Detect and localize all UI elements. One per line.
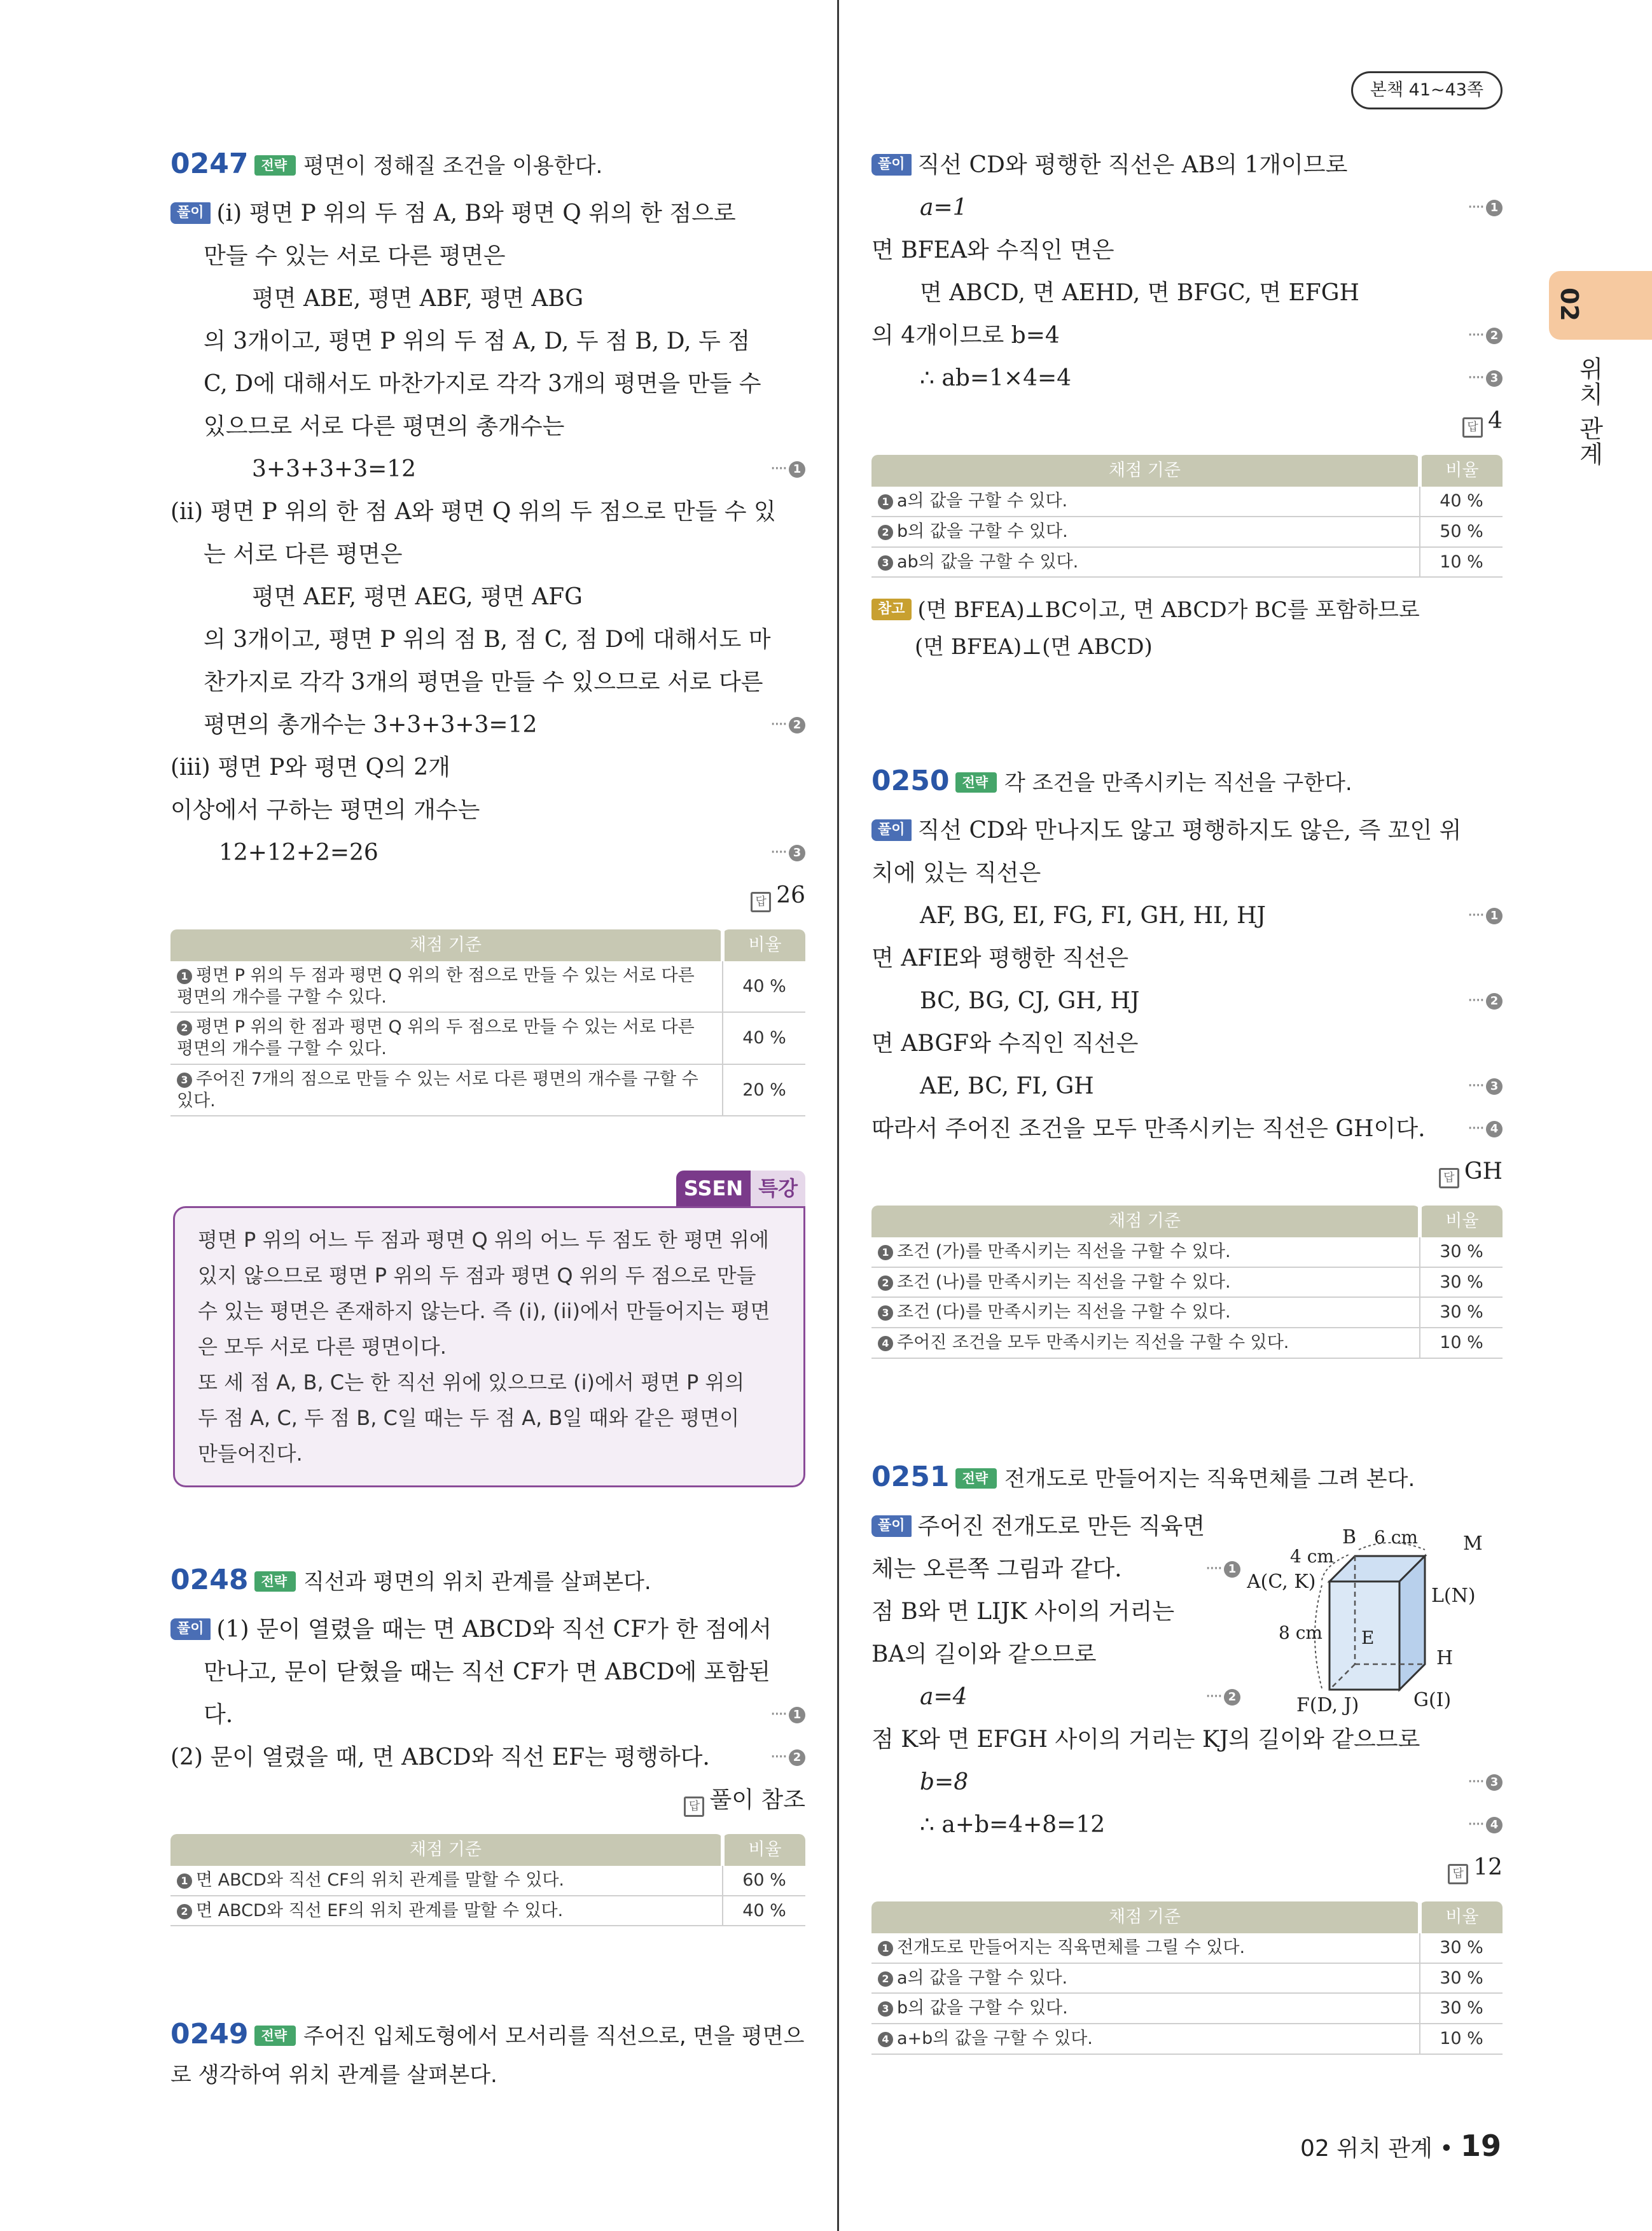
label-FDJ: F(D, J) [1296, 1693, 1359, 1716]
problem-header: 0249 전략 주어진 입체도형에서 모서리를 직선으로, 면을 평면으 [170, 2018, 805, 2050]
table-row: 2 a의 값을 구할 수 있다. 30 % [871, 1963, 1503, 1994]
problem-0247 [170, 144, 805, 1116]
problem-header: 0247 전략 평면이 정해질 조건을 이용한다. [170, 148, 603, 180]
table-row: 1 면 ABCD와 직선 CF의 위치 관계를 말할 수 있다. 60 % [170, 1866, 805, 1896]
grading-table: 채점 기준 비율 1 면 ABCD와 직선 CF의 위치 관계를 말할 수 있다. 60 % 2 면 ABCD와 직선 EF의 위치 관계를 말할 수 있다. 40 % [170, 1834, 805, 1927]
solution-line: 치에 있는 직선은 [871, 859, 1041, 886]
answer: 답 GH [871, 1150, 1503, 1193]
ratio-header: 비율 [723, 929, 805, 961]
solution-line: 점 K와 면 EFGH 사이의 거리는 KJ의 길이와 같으므로 [871, 1726, 1420, 1753]
page-reference-tag: 본책 41~43쪽 [1351, 71, 1503, 109]
page-number: 19 [1460, 2129, 1501, 2163]
strategy-badge: 전략 [254, 155, 296, 176]
solution-line: 다. [204, 1701, 233, 1728]
solution-line: 찬가지로 각각 3개의 평면을 만들 수 있으므로 서로 다른 [204, 669, 763, 695]
label-H: H [1436, 1646, 1454, 1669]
solution-line: a=4 ···· 2 [871, 1676, 1240, 1718]
solution-line: 풀이 주어진 전개도로 만든 직육면 [871, 1505, 1503, 1548]
table-row: 2 면 ABCD와 직선 EF의 위치 관계를 말할 수 있다. 40 % [170, 1896, 805, 1926]
page-footer: 02 위치 관계 • 19 [1300, 2129, 1501, 2163]
reference-note: 참고 (면 BFEA)⊥BC이고, 면 ABCD가 BC를 포함하므로 (면 BFEA)⊥(면 ABCD) [871, 592, 1503, 665]
solution-line: 만들 수 있는 서로 다른 평면은 [204, 242, 506, 269]
solution-line: ∴ ab=1×4=4 ···· 3 [871, 357, 1503, 400]
solution-line: BC, BG, CJ, GH, HJ ···· 2 [871, 980, 1503, 1022]
solution-line: 면 ABCD, 면 AEHD, 면 BFGC, 면 EFGH [920, 280, 1359, 306]
solution-line: (iii) 평면 P와 평면 Q의 2개 [170, 754, 450, 781]
table-row: 1 a의 값을 구할 수 있다. 40 % [871, 487, 1503, 517]
solution-line: 있으므로 서로 다른 평면의 총개수는 [204, 413, 565, 440]
reference-badge: 참고 [871, 599, 912, 620]
solution-line: 따라서 주어진 조건을 모두 만족시키는 직선은 GH이다. ···· 4 [871, 1108, 1503, 1150]
solution-line: 의 3개이고, 평면 P 위의 점 B, 점 C, 점 D에 대해서도 마 [204, 626, 771, 653]
strategy-continued: 로 생각하여 위치 관계를 살펴본다. [170, 2062, 497, 2088]
problem-0249-header [170, 2014, 805, 2091]
solution-line: 평면의 총개수는 3+3+3+3=12 ···· 2 [170, 704, 805, 746]
column-divider [837, 0, 839, 2231]
label-M: M [1463, 1532, 1483, 1555]
table-row: 2 평면 P 위의 한 점과 평면 Q 위의 두 점으로 만들 수 있는 서로 다른 평면의 개수를 구할 수 있다. 40 % [170, 1012, 805, 1064]
grading-header: 채점 기준 [170, 929, 723, 961]
table-row: 1 평면 P 위의 두 점과 평면 Q 위의 한 점으로 만들 수 있는 서로 다른 평면의 개수를 구할 수 있다. 40 % [170, 961, 805, 1013]
solution-line: C, D에 대해서도 마찬가지로 각각 3개의 평면을 만들 수 [204, 370, 761, 397]
label-B: B [1342, 1526, 1357, 1548]
table-row: 4 a+b의 값을 구할 수 있다. 10 % [871, 2024, 1503, 2054]
step-marker: ···· 2 [770, 704, 805, 746]
answer: 답 4 [871, 400, 1503, 442]
solution-line: 면 AFIE와 평행한 직선은 [871, 945, 1129, 971]
solution-line: 면 BFEA와 수직인 면은 [871, 237, 1114, 263]
ssen-tag: SSEN 특강 [676, 1171, 805, 1206]
table-row: 3 주어진 7개의 점으로 만들 수 있는 서로 다른 평면의 개수를 구할 수 있다. 20 % [170, 1064, 805, 1116]
label-E: E [1361, 1627, 1375, 1648]
ssen-special-note [173, 1171, 805, 1495]
step-marker: ···· 1 [770, 448, 805, 490]
chapter-number: 02 [1555, 288, 1583, 321]
problem-0249-solution [871, 144, 1503, 665]
grading-table: 채점 기준 비율 1 조건 (가)를 만족시키는 직선을 구할 수 있다. 30 % 2 조건 (나)를 만족시키는 직선을 구할 수 있다. 30 % 3 조건 (다)를 만족시키는 직선을 구할 수 있다. 30 % 4 주어진 조건을 모두 만족시키는 직선을 구할 수 있다. 10 % [871, 1206, 1503, 1359]
problem-header: 0248 전략 직선과 평면의 위치 관계를 살펴본다. [170, 1564, 651, 1596]
solution-line: 풀이 (1) 문이 열렸을 때는 면 ABCD와 직선 CF가 한 점에서 [170, 1608, 805, 1651]
solution-badge: 풀이 [170, 202, 211, 224]
solution-line: 평면 ABE, 평면 ABF, 평면 ABG [252, 285, 584, 312]
answer: 답 12 [871, 1846, 1503, 1889]
ssen-box: 평면 P 위의 어느 두 점과 평면 Q 위의 어느 두 점도 한 평면 위에 있지 않으므로 평면 P 위의 두 점과 평면 Q 위의 두 점으로 만들 수 있는 평면은 존재하지 않는다. 즉 (i), (ii)에서 만들어지는 평면 은 모두 서로 다른 평면이다. 또 세 점 A, B, C는 한 직선 위에 있으므로 (i)에서 평면 P 위의 두 점 A, C, 두 점 B, C일 때는 두 점 A, B일 때와 같은 평면이 만들어진다. [173, 1206, 805, 1487]
problem-header: 0251 전략 전개도로 만들어지는 직육면체를 그려 본다. [871, 1461, 1415, 1493]
solution-line: 이상에서 구하는 평면의 개수는 [170, 796, 480, 823]
solution-line: 는 서로 다른 평면은 [204, 541, 403, 567]
table-row: 3 조건 (다)를 만족시키는 직선을 구할 수 있다. 30 % [871, 1297, 1503, 1328]
chapter-name: 위치 관계 [1575, 356, 1604, 468]
problem-0250 [871, 761, 1503, 1359]
solution-line: 의 3개이고, 평면 P 위의 두 점 A, D, 두 점 B, D, 두 점 [204, 328, 751, 354]
label-LN: L(N) [1431, 1584, 1476, 1607]
solution-line: 평면 AEF, 평면 AEG, 평면 AFG [252, 583, 583, 610]
solution-line: BA의 길이와 같으므로 [871, 1641, 1097, 1667]
solution-line: 만나고, 문이 닫혔을 때는 직선 CF가 면 ABCD에 포함된 [204, 1658, 771, 1685]
label-8cm: 8 cm [1279, 1622, 1322, 1643]
solution-line: (ii) 평면 P 위의 한 점 A와 평면 Q 위의 두 점으로 만들 수 있 [170, 498, 776, 525]
cuboid-figure [1247, 1505, 1501, 1721]
table-row: 1 전개도로 만들어지는 직육면체를 그릴 수 있다. 30 % [871, 1933, 1503, 1963]
solution-line: 점 B와 면 LIJK 사이의 거리는 [871, 1598, 1175, 1625]
label-4cm: 4 cm [1290, 1545, 1334, 1567]
problem-0248: 0248 전략 직선과 평면의 위치 관계를 살펴본다. 풀이 (1) 문이 열렸을 때는 면 ABCD와 직선 CF가 한 점에서 만나고, 문이 닫혔을 때는 직선 CF가 면 ABCD에 포함된 다. ···· 1 (2) 문이 열렸을 때, 면 ABCD와 직선 EF는 평행하다. ···· 2 답 풀이 참조 채점 기준 비율 1 면 ABCD와 직선 CF의 위치 관계를 말할 수 있다. 60 % 2 면 ABCD와 직선 EF의 위치 관계를 말할 수 있다. 40 % [170, 1560, 805, 1926]
step-marker: ···· 3 [770, 831, 805, 874]
solution-line: 3+3+3+3=12 ···· 1 [170, 448, 805, 490]
solution-line: 면 ABGF와 수직인 직선은 [871, 1030, 1139, 1057]
label-6cm: 6 cm [1374, 1526, 1418, 1548]
solution-line: 체는 오른쪽 그림과 같다. ···· 1 [871, 1548, 1240, 1590]
solution-line: ∴ a+b=4+8=12 ···· 4 [871, 1804, 1503, 1846]
solution-line: 풀이 직선 CD와 만나지도 않고 평행하지도 않은, 즉 꼬인 위 [871, 809, 1503, 852]
solution-line: a=1 ···· 1 [871, 186, 1503, 229]
grading-table: 채점 기준 비율 1 전개도로 만들어지는 직육면체를 그릴 수 있다. 30 % 2 a의 값을 구할 수 있다. 30 % 3 b의 값을 구할 수 있다. 30 % 4 a+b의 값을 구할 수 있다. 10 % [871, 1901, 1503, 2055]
answer-icon: 답 [751, 892, 771, 912]
grading-table [170, 929, 805, 1117]
table-row: 2 b의 값을 구할 수 있다. 50 % [871, 517, 1503, 547]
table-row: 4 주어진 조건을 모두 만족시키는 직선을 구할 수 있다. 10 % [871, 1328, 1503, 1358]
table-row: 3 b의 값을 구할 수 있다. 30 % [871, 1993, 1503, 2024]
solution-line: 풀이 직선 CD와 평행한 직선은 AB의 1개이므로 [871, 144, 1503, 186]
problem-0251 [871, 1457, 1503, 2055]
solution-line: b=8 ···· 3 [871, 1761, 1503, 1804]
solution-line: AE, BC, FI, GH ···· 3 [871, 1065, 1503, 1108]
label-GI: G(I) [1413, 1688, 1452, 1711]
solution-line: 12+12+2=26 ···· 3 [170, 831, 805, 874]
label-AK: A(C, K) [1247, 1570, 1316, 1593]
table-row: 3 ab의 값을 구할 수 있다. 10 % [871, 547, 1503, 578]
solution-line: (2) 문이 열렸을 때, 면 ABCD와 직선 EF는 평행하다. ···· 2 [170, 1736, 805, 1779]
answer: 답 풀이 참조 [170, 1779, 805, 1821]
solution-line: 풀이 (i) 평면 P 위의 두 점 A, B와 평면 Q 위의 한 점으로 [170, 192, 805, 235]
grading-table: 채점 기준 비율 1 a의 값을 구할 수 있다. 40 % 2 b의 값을 구할 수 있다. 50 % 3 ab의 값을 구할 수 있다. 10 % [871, 455, 1503, 578]
table-row: 1 조건 (가)를 만족시키는 직선을 구할 수 있다. 30 % [871, 1237, 1503, 1267]
answer: 답 26 [170, 874, 805, 917]
table-row: 2 조건 (나)를 만족시키는 직선을 구할 수 있다. 30 % [871, 1267, 1503, 1298]
solution-line: 의 4개이므로 b=4 ···· 2 [871, 314, 1503, 357]
solution-line: AF, BG, EI, FG, FI, GH, HI, HJ ···· 1 [871, 894, 1503, 937]
problem-header: 0250 전략 각 조건을 만족시키는 직선을 구한다. [871, 765, 1352, 797]
